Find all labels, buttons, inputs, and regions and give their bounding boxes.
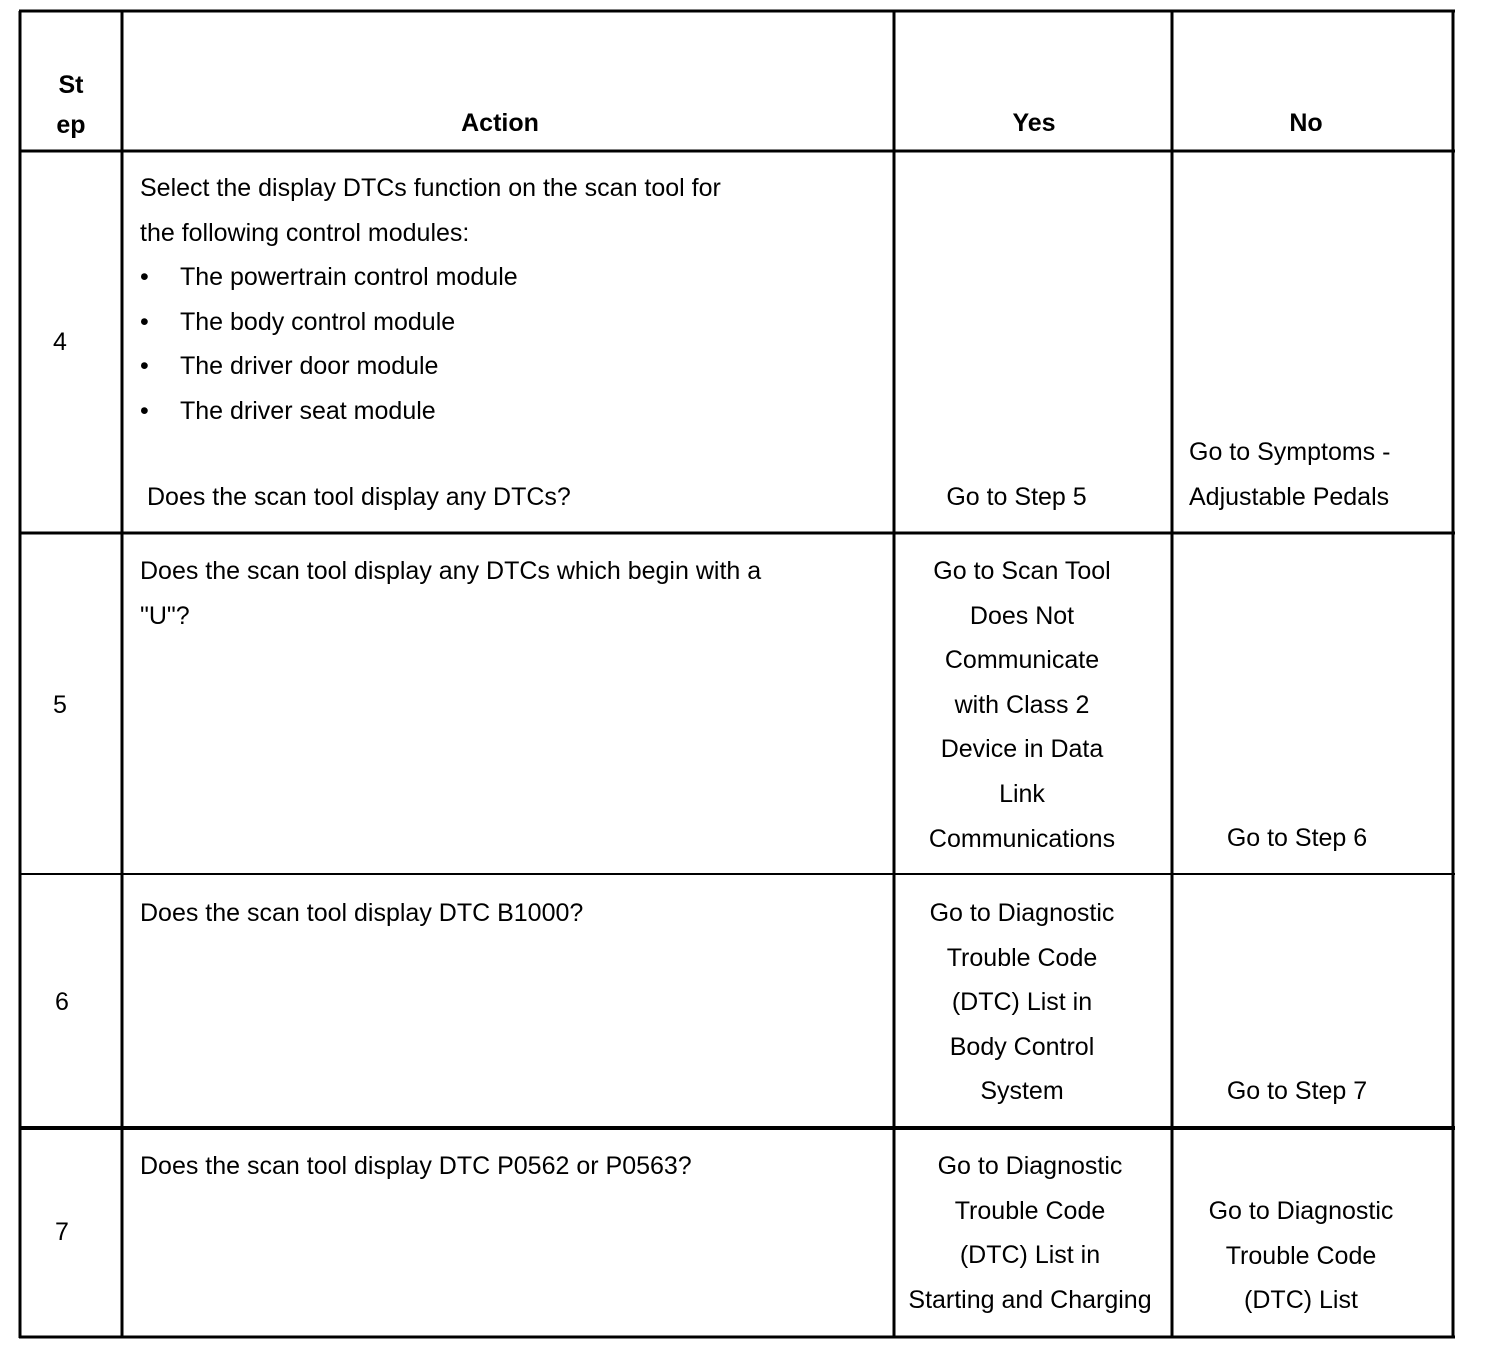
list-item (140, 300, 880, 345)
bullet-icon: • (140, 307, 149, 336)
no-line: Trouble Code (1225, 1241, 1377, 1270)
action-line: Does the scan tool display DTC B1000? (140, 899, 584, 927)
yes-line: Link (999, 779, 1045, 808)
bullet-icon: • (140, 396, 149, 425)
no-line: Go to Symptoms - (1189, 438, 1391, 466)
row-step-number: 7 (55, 1218, 69, 1246)
yes-line: Starting and Charging (908, 1285, 1152, 1314)
yes-line: Communications (928, 824, 1116, 853)
header-no: No (1289, 109, 1323, 137)
yes-line: (DTC) List in (951, 988, 1093, 1017)
list-item (140, 344, 880, 389)
yes-line: Trouble Code (946, 943, 1098, 972)
yes-line: Body Control (949, 1032, 1095, 1061)
no-line: Go to Step 7 (1226, 1077, 1368, 1105)
yes-line: Go to Diagnostic (929, 899, 1115, 927)
no-line: Go to Diagnostic (1208, 1197, 1394, 1225)
no-line: (DTC) List (1244, 1286, 1358, 1315)
bullet-icon: • (140, 263, 149, 292)
yes-line: Communicate (944, 646, 1100, 675)
row-yes-result (896, 549, 1148, 861)
row-no-result (1189, 430, 1449, 519)
yes-line: Device in Data (940, 735, 1104, 764)
row-step-number: 5 (53, 691, 67, 719)
list-item-label: The powertrain control module (180, 263, 518, 292)
header-step-line1: St (58, 71, 84, 99)
yes-line: Trouble Code (954, 1196, 1106, 1225)
header-step (22, 65, 120, 145)
yes-line: Go to Diagnostic (937, 1152, 1123, 1180)
header-step-line2: ep (56, 111, 86, 139)
list-item-label: The driver seat module (180, 396, 436, 425)
list-item (140, 255, 880, 300)
action-line: Does the scan tool display DTC P0562 or P0563? (140, 1152, 692, 1180)
action-line: the following control modules: (140, 218, 470, 247)
action-line: Select the display DTCs function on the scan tool for (140, 174, 721, 202)
list-item (140, 389, 880, 434)
no-line: Go to Step 6 (1226, 824, 1368, 852)
no-line: Adjustable Pedals (1189, 482, 1390, 511)
row-yes-result (896, 1144, 1164, 1322)
row-no-result (1174, 1189, 1428, 1323)
action-line: Does the scan tool display any DTCs which begin with a (140, 557, 762, 585)
yes-line: Go to Scan Tool (933, 557, 1111, 585)
bullet-icon: • (140, 352, 149, 381)
row-yes-result (896, 891, 1148, 1114)
row-question: Does the scan tool display any DTCs? (147, 483, 571, 511)
row-action (140, 166, 880, 434)
list-item-label: The body control module (180, 307, 456, 336)
header-yes: Yes (1012, 109, 1056, 137)
yes-line: System (980, 1077, 1064, 1106)
row-step-number: 6 (55, 988, 69, 1016)
list-item-label: The driver door module (180, 352, 439, 381)
row-no-result (1174, 816, 1420, 861)
header-action: Action (461, 109, 539, 137)
row-step-number: 4 (53, 328, 67, 356)
action-line: "U"? (140, 601, 190, 630)
row-action (140, 891, 880, 936)
yes-line: with Class 2 (954, 690, 1090, 719)
row-yes-result (896, 475, 1137, 520)
row-no-result (1174, 1069, 1420, 1114)
yes-line: (DTC) List in (959, 1241, 1101, 1270)
yes-line: Does Not (969, 601, 1075, 630)
yes-line: Go to Step 5 (946, 483, 1087, 511)
row-action (140, 1144, 880, 1189)
row-action (140, 549, 880, 638)
